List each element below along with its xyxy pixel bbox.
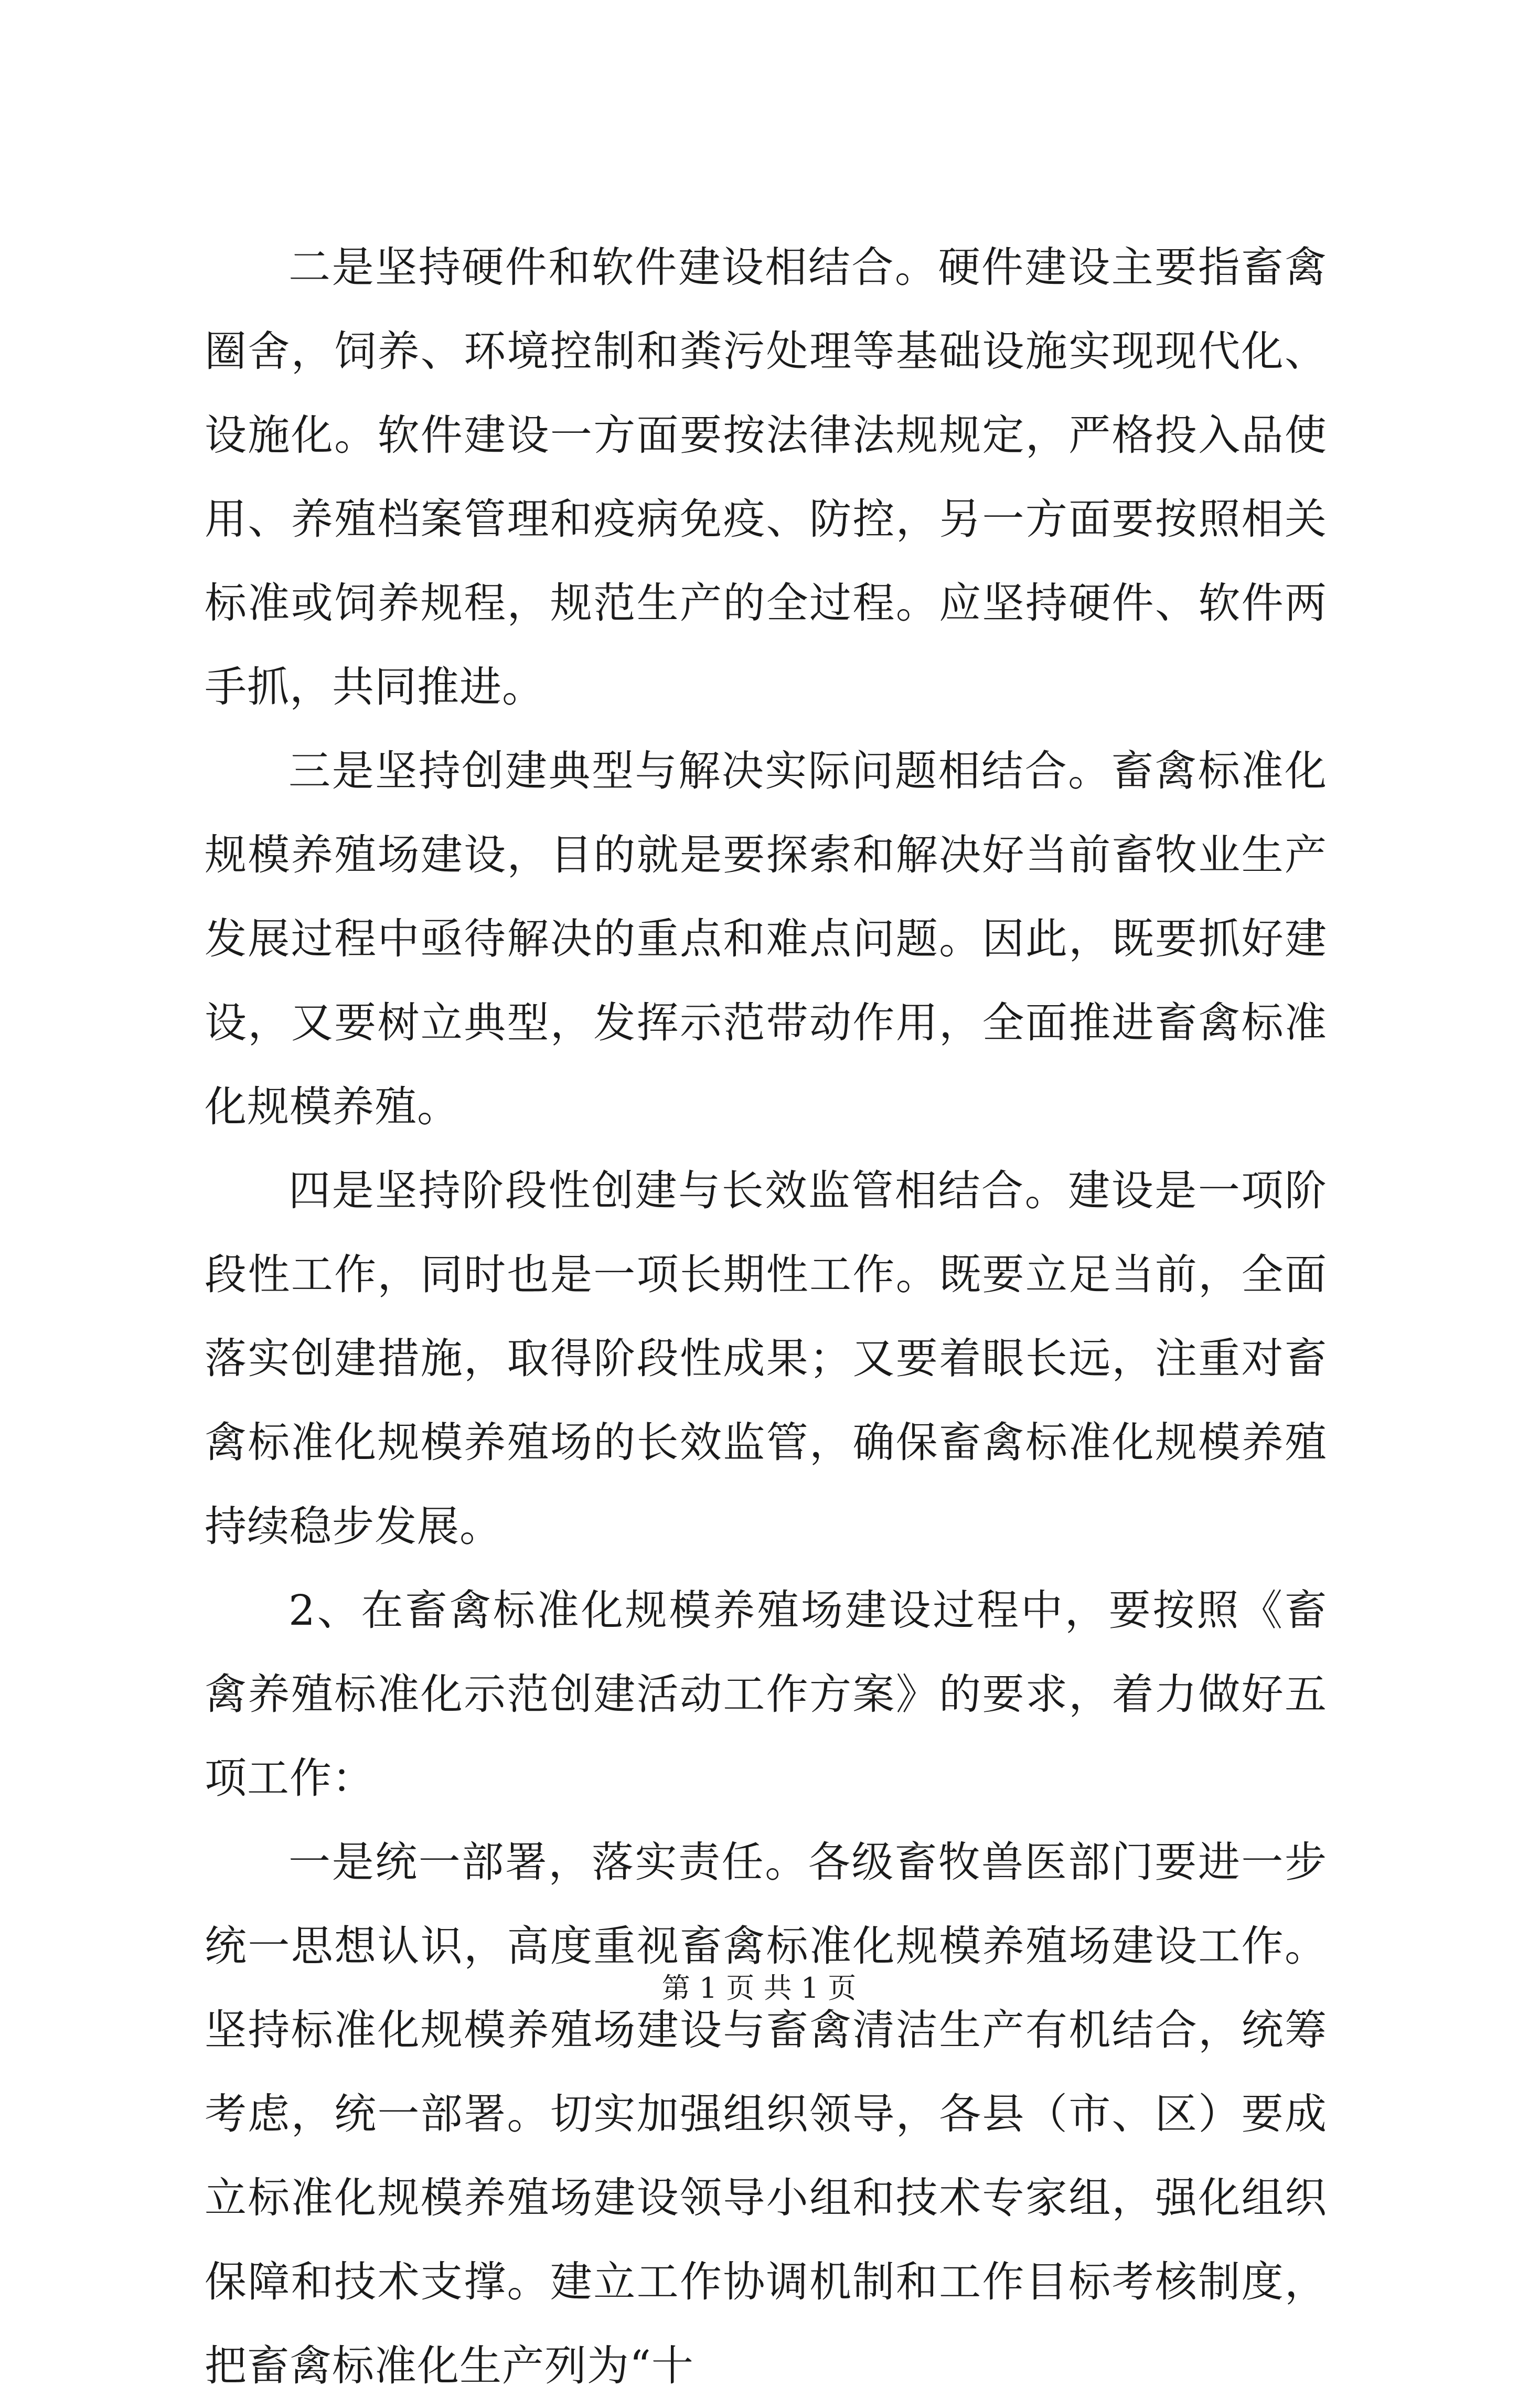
paragraph-3: 四是坚持阶段性创建与长效监管相结合。建设是一项阶段性工作，同时也是一项长期性工作。既要立足当前，全面落实创建措施，取得阶段性成果；又要着眼长远，注重对畜禽标准化规模养殖场的长效监管，确保畜禽标准化规模养殖持续稳步发展。 [205, 1166, 1327, 1551]
paragraph-4: 2、在畜禽标准化规模养殖场建设过程中，要按照《畜禽养殖标准化示范创建活动工作方案》的要求，着力做好五项工作： [205, 1586, 1327, 1803]
document-body [205, 226, 1327, 2408]
paragraph-1: 二是坚持硬件和软件建设相结合。硬件建设主要指畜禽圈舍，饲养、环境控制和粪污处理等基础设施实现现代化、设施化。软件建设一方面要按法律法规规定，严格投入品使用、养殖档案管理和疫病免疫、防控，另一方面要按照相关标准或饲养规程，规范生产的全过程。应坚持硬件、软件两手抓，共同推进。 [205, 243, 1327, 711]
paragraph-2: 三是坚持创建典型与解决实际问题相结合。畜禽标准化规模养殖场建设，目的就是要探索和解决好当前畜牧业生产发展过程中亟待解决的重点和难点问题。因此，既要抓好建设，又要树立典型，发挥示范带动作用，全面推进畜禽标准化规模养殖。 [205, 747, 1327, 1131]
page-footer: 第 1 页 共 1 页 [661, 1972, 857, 2005]
paragraph-5: 一是统一部署，落实责任。各级畜牧兽医部门要进一步统一思想认识，高度重视畜禽标准化规模养殖场建设工作。坚持标准化规模养殖场建设与畜禽清洁生产有机结合，统筹考虑，统一部署。切实加强组织领导，各县（市、区）要成立标准化规模养殖场建设领导小组和技术专家组，强化组织保障和技术支撑。建立工作协调机制和工作目标考核制度，把畜禽标准化生产列为“十 [205, 1838, 1327, 2390]
